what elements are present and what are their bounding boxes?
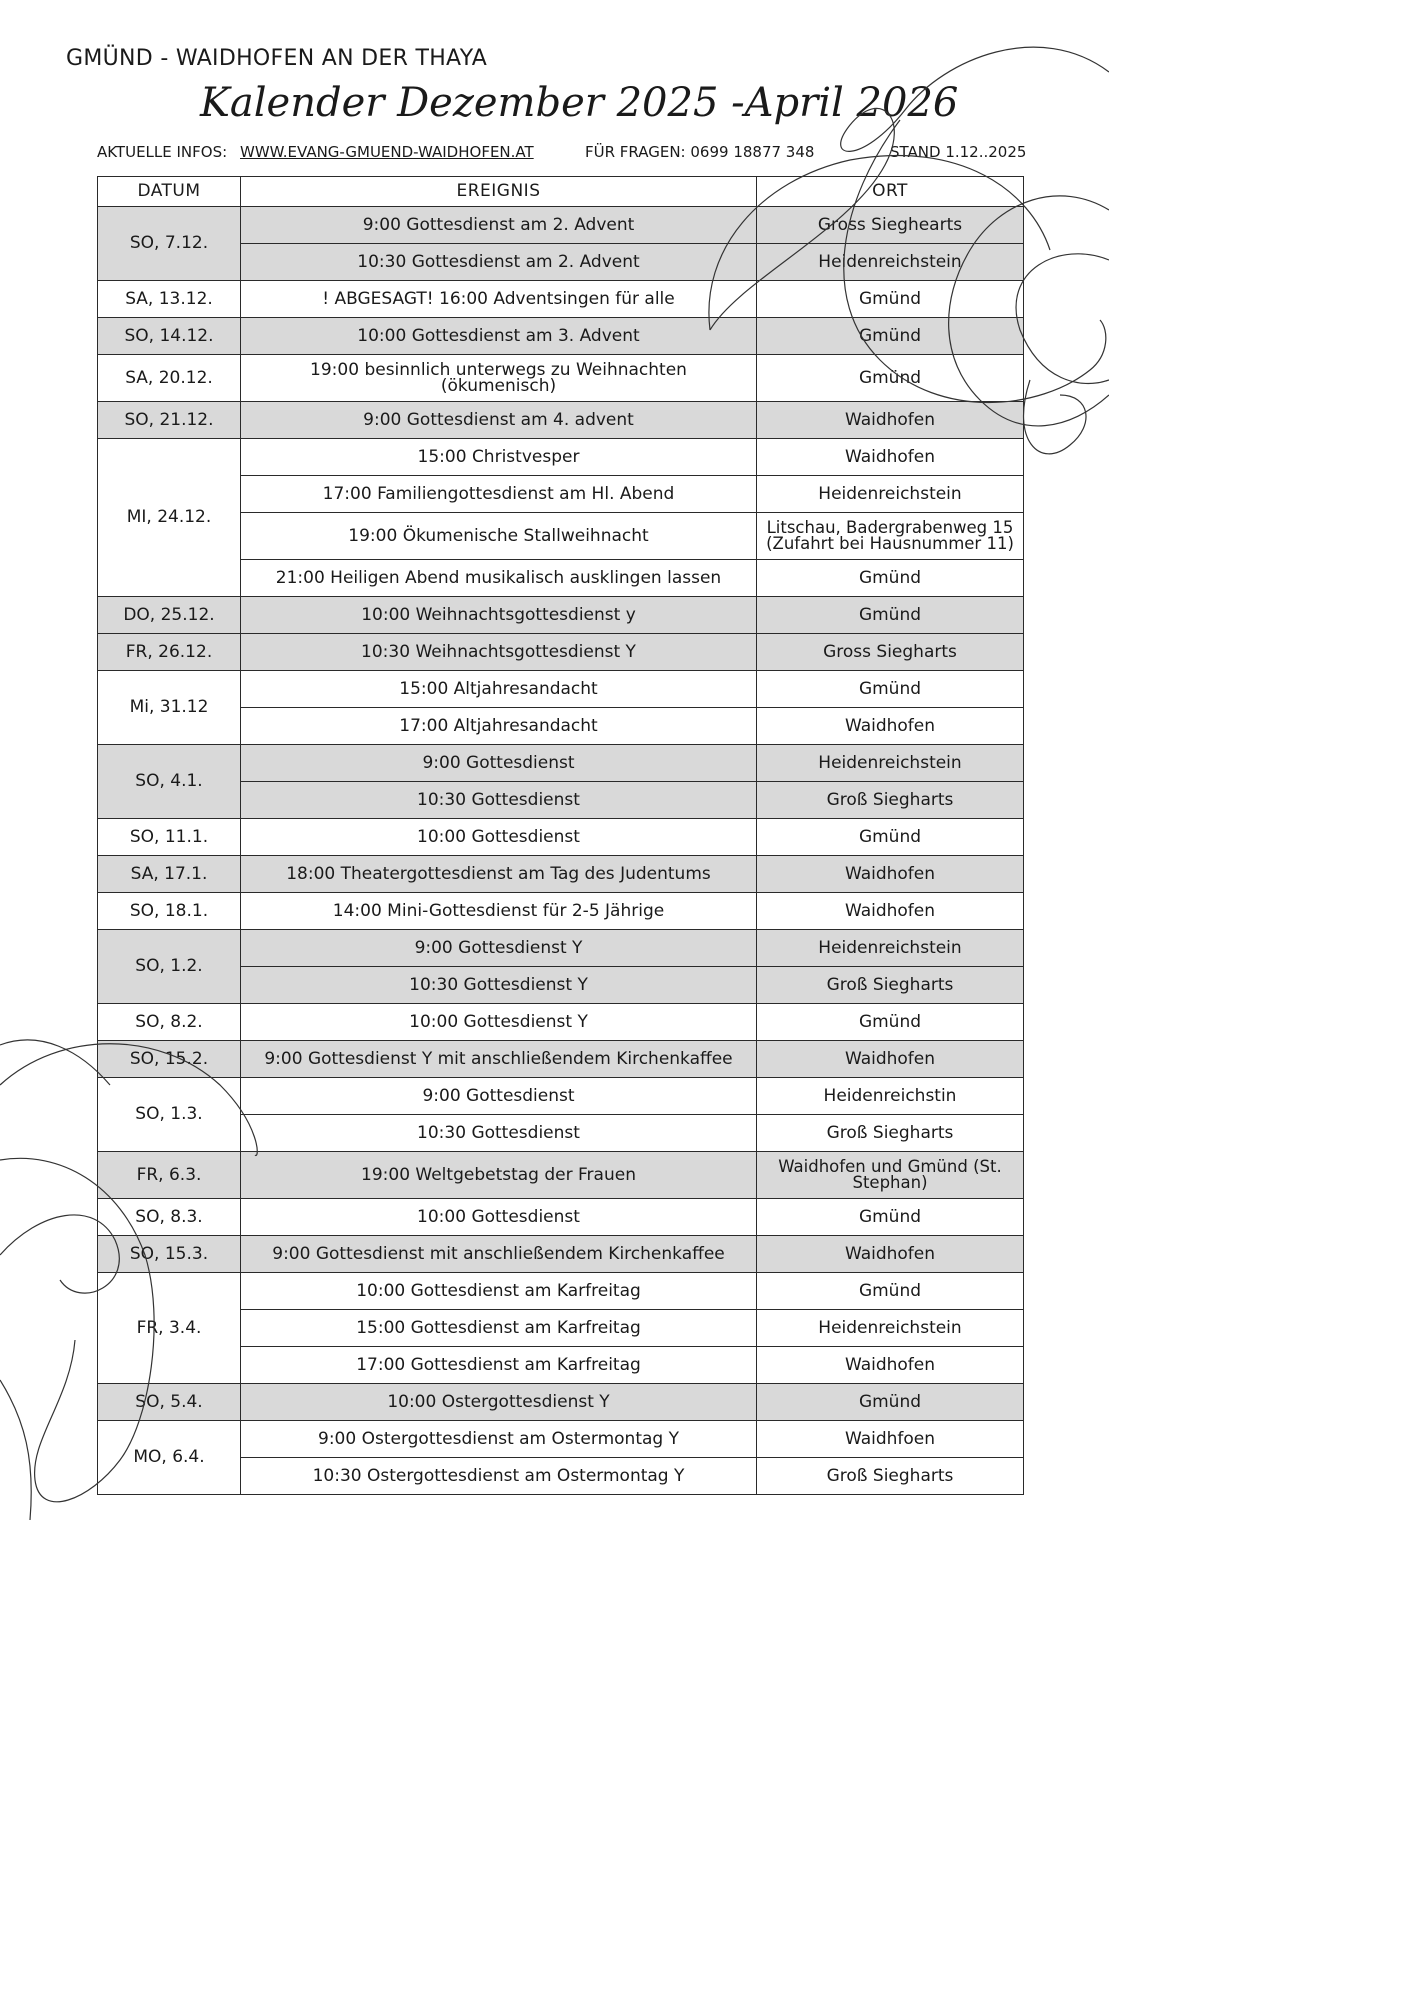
table-row [98,1199,1024,1236]
location-cell: Heidenreichstein [757,476,1024,513]
location-cell: Heidenreichstein [757,930,1024,967]
location-cell: Gmünd [757,1273,1024,1310]
event-cell: 19:00 Ökumenische Stallweihnacht [241,513,757,560]
location-cell: Heidenreichstein [757,244,1024,281]
event-cell: 9:00 Gottesdienst [241,745,757,782]
location-cell: Waidhofen und Gmünd (St. Stephan) [757,1152,1024,1199]
event-cell: 9:00 Gottesdienst Y mit anschließendem Kirchenkaffee [241,1041,757,1078]
event-cell: 9:00 Ostergottesdienst am Ostermontag Y [241,1421,757,1458]
date-cell: SO, 11.1. [98,819,241,856]
date-cell: SO, 8.3. [98,1199,241,1236]
date-cell: SO, 15.2. [98,1041,241,1078]
date-cell: SO, 7.12. [98,207,241,281]
date-cell: SO, 18.1. [98,893,241,930]
location-cell: Gmünd [757,1199,1024,1236]
table-row [98,207,1024,244]
date-cell: SA, 20.12. [98,355,241,402]
event-cell: 19:00 besinnlich unterwegs zu Weihnachten (ökumenisch) [241,355,757,402]
event-cell: 10:00 Gottesdienst [241,1199,757,1236]
location-cell: Waidhofen [757,439,1024,476]
event-cell: 10:30 Gottesdienst [241,1115,757,1152]
location-cell: Waidhofen [757,402,1024,439]
column-header-ort: ORT [757,177,1024,207]
event-cell: 9:00 Gottesdienst Y [241,930,757,967]
date-cell: SO, 8.2. [98,1004,241,1041]
event-cell: 17:00 Gottesdienst am Karfreitag [241,1347,757,1384]
event-cell: 10:30 Gottesdienst [241,782,757,819]
calendar-body [98,207,1024,1495]
location-cell: Gmünd [757,560,1024,597]
event-cell: 10:00 Gottesdienst [241,819,757,856]
table-row [98,439,1024,476]
location-cell: Groß Siegharts [757,782,1024,819]
table-row [98,1273,1024,1310]
table-row [98,1041,1024,1078]
date-cell: FR, 3.4. [98,1273,241,1384]
date-cell: SO, 21.12. [98,402,241,439]
event-cell: 9:00 Gottesdienst [241,1078,757,1115]
event-cell: 10:00 Gottesdienst Y [241,1004,757,1041]
date-cell: SA, 17.1. [98,856,241,893]
location-cell: Gmünd [757,819,1024,856]
location-cell: Waidhofen [757,1041,1024,1078]
event-cell: 18:00 Theatergottesdienst am Tag des Judentums [241,856,757,893]
date-cell: SO, 15.3. [98,1236,241,1273]
event-cell: 15:00 Altjahresandacht [241,671,757,708]
table-row [98,1384,1024,1421]
event-cell: 9:00 Gottesdienst mit anschließendem Kirchenkaffee [241,1236,757,1273]
location-cell: Gmünd [757,1004,1024,1041]
location-cell: Gmünd [757,281,1024,318]
date-cell: FR, 26.12. [98,634,241,671]
location-cell: Groß Siegharts [757,1458,1024,1495]
event-cell: ! ABGESAGT! 16:00 Adventsingen für alle [241,281,757,318]
location-cell: Waidhfoen [757,1421,1024,1458]
table-row [98,281,1024,318]
table-row [98,1078,1024,1115]
event-cell: 15:00 Christvesper [241,439,757,476]
table-row [98,1236,1024,1273]
event-cell: 19:00 Weltgebetstag der Frauen [241,1152,757,1199]
contact-phone: FÜR FRAGEN: 0699 18877 348 [585,143,815,161]
location-cell: Waidhofen [757,708,1024,745]
event-cell: 10:00 Gottesdienst am Karfreitag [241,1273,757,1310]
location-cell: Heidenreichstin [757,1078,1024,1115]
location-cell: Heidenreichstein [757,1310,1024,1347]
location-cell: Gross Siegharts [757,634,1024,671]
table-row [98,745,1024,782]
location-cell: Gross Sieghearts [757,207,1024,244]
table-row [98,1004,1024,1041]
date-cell: DO, 25.12. [98,597,241,634]
table-row [98,819,1024,856]
info-bar [0,143,1109,165]
location-cell: Waidhofen [757,1236,1024,1273]
date-cell: SO, 4.1. [98,745,241,819]
location-cell: Heidenreichstein [757,745,1024,782]
event-cell: 10:30 Gottesdienst Y [241,967,757,1004]
stand-date: STAND 1.12..2025 [890,143,1027,161]
event-cell: 9:00 Gottesdienst am 2. Advent [241,207,757,244]
location-cell: Gmünd [757,597,1024,634]
location-cell: Gmünd [757,355,1024,402]
date-cell: MO, 6.4. [98,1421,241,1495]
event-cell: 10:30 Gottesdienst am 2. Advent [241,244,757,281]
info-label: AKTUELLE INFOS: [97,143,228,161]
event-cell: 17:00 Altjahresandacht [241,708,757,745]
event-cell: 10:00 Ostergottesdienst Y [241,1384,757,1421]
date-cell: SO, 14.12. [98,318,241,355]
event-cell: 15:00 Gottesdienst am Karfreitag [241,1310,757,1347]
event-cell: 17:00 Familiengottesdienst am Hl. Abend [241,476,757,513]
location-cell: Gmünd [757,318,1024,355]
location-cell: Waidhofen [757,856,1024,893]
event-cell: 10:00 Weihnachtsgottesdienst y [241,597,757,634]
event-calendar-table [97,176,1024,1495]
table-row [98,930,1024,967]
table-row [98,1421,1024,1458]
calendar-title: Kalender Dezember 2025 -April 2026 [200,80,959,126]
table-row [98,893,1024,930]
date-cell: SO, 5.4. [98,1384,241,1421]
location-cell: Litschau, Badergrabenweg 15 (Zufahrt bei Hausnummer 11) [757,513,1024,560]
table-row [98,856,1024,893]
location-cell: Gmünd [757,671,1024,708]
table-row [98,597,1024,634]
table-row [98,355,1024,402]
location-cell: Groß Siegharts [757,1115,1024,1152]
table-row [98,318,1024,355]
date-cell: Mi, 31.12 [98,671,241,745]
table-header-row [98,177,1024,207]
event-cell: 10:30 Weihnachtsgottesdienst Y [241,634,757,671]
website-link[interactable]: WWW.EVANG-GMUEND-WAIDHOFEN.AT [240,143,534,161]
date-cell: FR, 6.3. [98,1152,241,1199]
date-cell: SO, 1.2. [98,930,241,1004]
event-cell: 21:00 Heiligen Abend musikalisch ausklingen lassen [241,560,757,597]
event-cell: 9:00 Gottesdienst am 4. advent [241,402,757,439]
region-heading: GMÜND - WAIDHOFEN AN DER THAYA [66,46,488,71]
location-cell: Waidhofen [757,1347,1024,1384]
location-cell: Groß Siegharts [757,967,1024,1004]
table-row [98,1152,1024,1199]
event-cell: 10:30 Ostergottesdienst am Ostermontag Y [241,1458,757,1495]
column-header-datum: DATUM [98,177,241,207]
event-cell: 14:00 Mini-Gottesdienst für 2-5 Jährige [241,893,757,930]
location-cell: Waidhofen [757,893,1024,930]
table-row [98,671,1024,708]
column-header-ereignis: EREIGNIS [241,177,757,207]
date-cell: SA, 13.12. [98,281,241,318]
date-cell: MI, 24.12. [98,439,241,597]
location-cell: Gmünd [757,1384,1024,1421]
table-row [98,634,1024,671]
event-cell: 10:00 Gottesdienst am 3. Advent [241,318,757,355]
table-row [98,402,1024,439]
date-cell: SO, 1.3. [98,1078,241,1152]
